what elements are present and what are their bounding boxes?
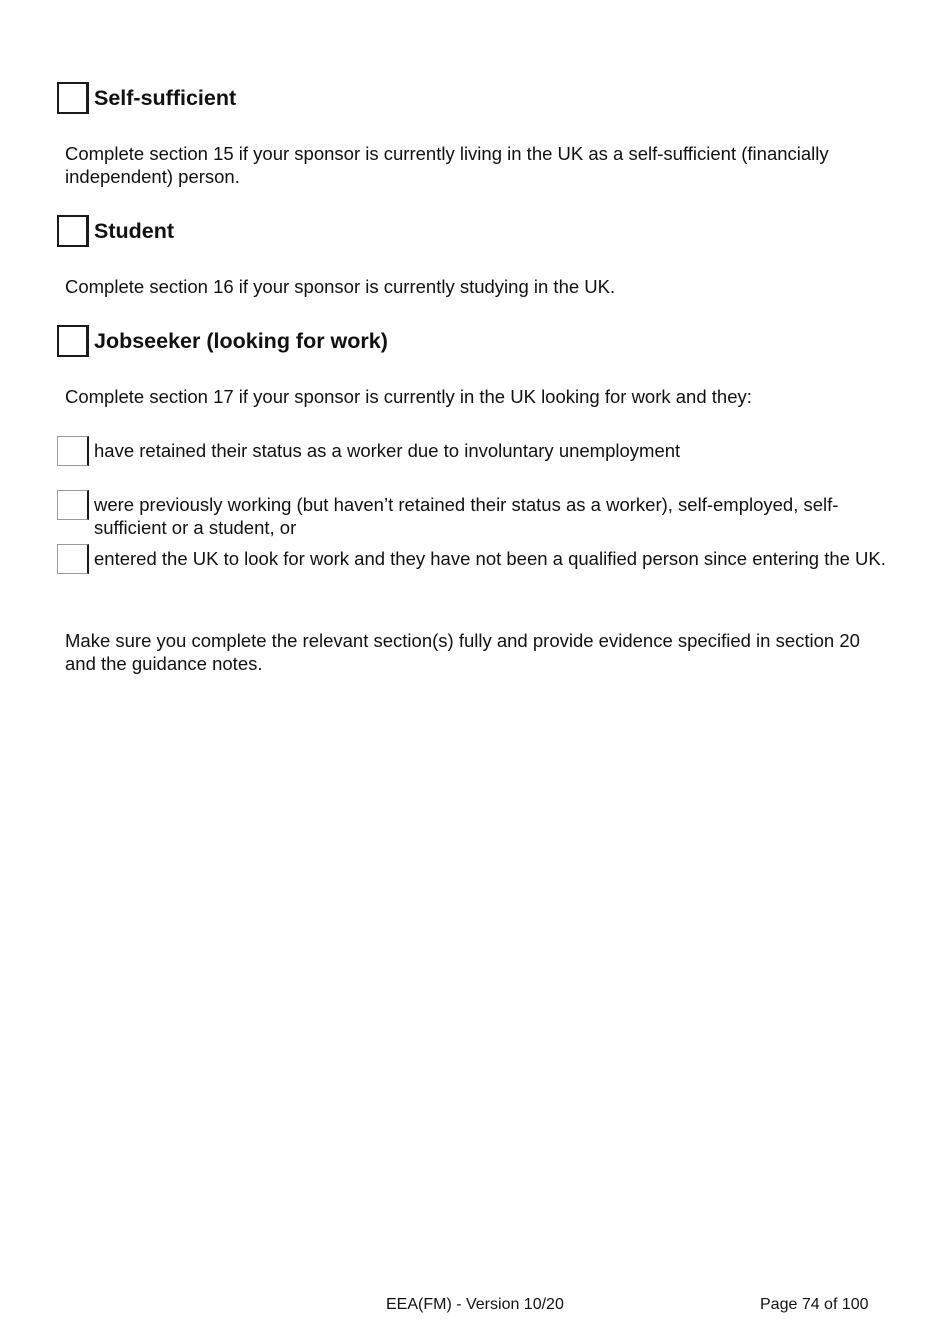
jobseeker-heading: Jobseeker (looking for work) [94, 329, 388, 353]
footer-form-version: EEA(FM) - Version 10/20 [386, 1296, 564, 1313]
jobseeker-option-previously-working-label: were previously working (but haven’t retained their status as a worker), self-employed, self-sufficient or a student, or [94, 494, 839, 538]
footer-page-number: Page 74 of 100 [760, 1296, 869, 1313]
self-sufficient-checkbox[interactable] [57, 82, 89, 114]
jobseeker-option-retained-status-label: have retained their status as a worker due to involuntary unemployment [94, 440, 681, 461]
student-instructions: Complete section 16 if your sponsor is currently studying in the UK. [65, 276, 616, 297]
jobseeker-option-previously-working-checkbox[interactable] [57, 490, 89, 520]
jobseeker-option-entered-uk-checkbox[interactable] [57, 544, 89, 574]
jobseeker-checkbox[interactable] [57, 325, 89, 357]
self-sufficient-heading: Self-sufficient [94, 86, 237, 110]
jobseeker-option-retained-status-checkbox[interactable] [57, 436, 89, 466]
self-sufficient-instructions: Complete section 15 if your sponsor is currently living in the UK as a self-sufficient (financially independent) person. [65, 143, 829, 187]
student-heading: Student [94, 219, 175, 243]
jobseeker-option-entered-uk-label: entered the UK to look for work and they have not been a qualified person since entering the UK. [94, 548, 886, 569]
jobseeker-instructions: Complete section 17 if your sponsor is currently in the UK looking for work and they: [65, 386, 752, 407]
student-checkbox[interactable] [57, 215, 89, 247]
closing-note: Make sure you complete the relevant section(s) fully and provide evidence specified in section 20 and the guidance notes. [65, 630, 860, 674]
